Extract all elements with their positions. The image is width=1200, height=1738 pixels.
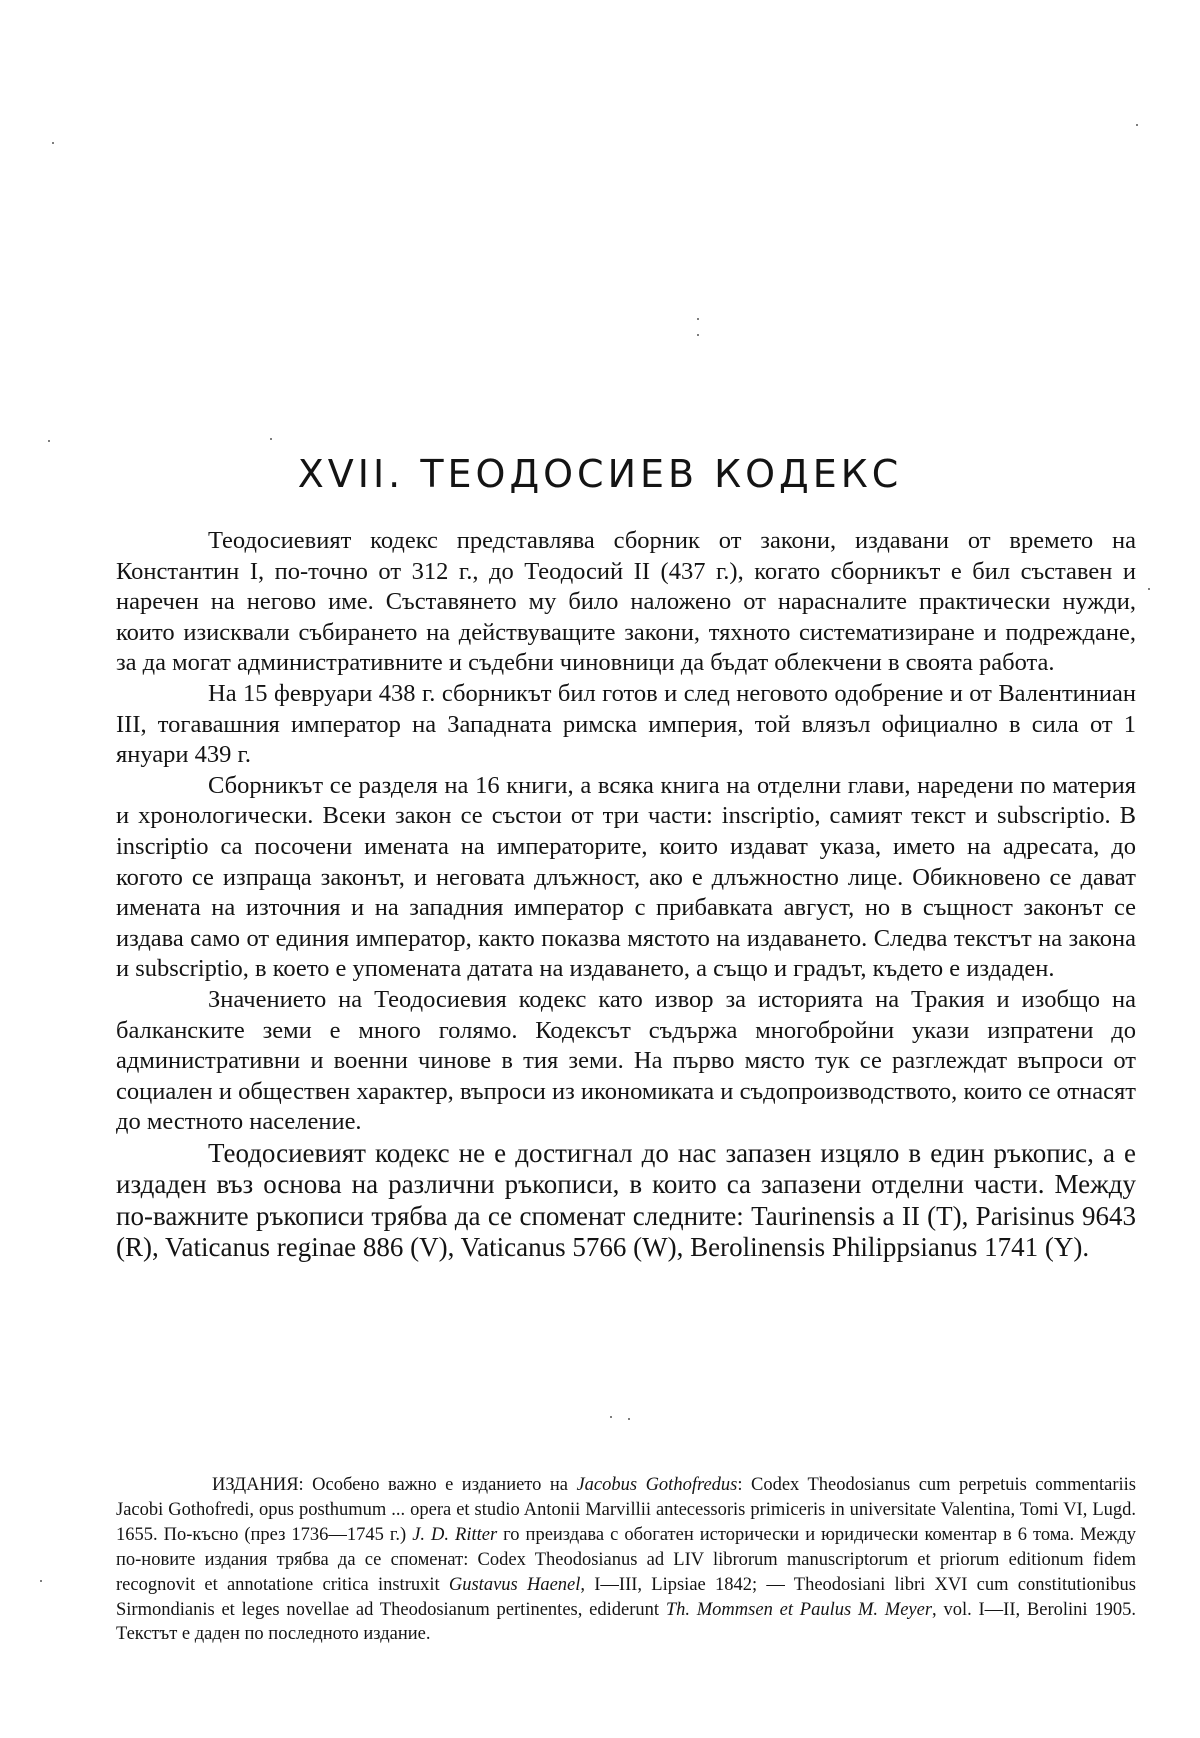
editions-author: Gustavus Haenel bbox=[448, 1574, 581, 1595]
editions-author: Jacobus Gothofredus bbox=[576, 1475, 738, 1495]
editions-author: J. D. Ritter bbox=[412, 1524, 498, 1545]
scan-speck bbox=[628, 1418, 630, 1420]
body-text bbox=[116, 526, 1136, 1264]
scan-speck bbox=[697, 318, 699, 320]
paragraph: Значението на Теодосиевия кодекс като извор за историята на Тракия и изобщо на балканските земи е много голямо. Кодексът съдържа многобройни укази изпратени до административни и военни чинове в тия земи. На първо място тук се разглеждат въпроси от социален и обществен характер, въпроси из икономиката и съдопроизводството, които се отнасят до местното население. bbox=[116, 985, 1136, 1136]
editions-text: : Особено важно е изданието на bbox=[298, 1475, 577, 1495]
editions-text: : Codex Theodosianus cum perpetuis commentariis Jacobi Gothofredi, opus posthumum ... opera et studio Antonii Marvillii antecessoris primiceris in universitate Valentina, Tomi VI, Lugd. 1655. По-късно (през 1736—1745 г.) bbox=[116, 1475, 1136, 1545]
editions-note bbox=[116, 1473, 1136, 1647]
scan-speck bbox=[40, 1580, 42, 1582]
editions-text: , vol. I—II, Berolini 1905. Текстът е даден по последното издание. bbox=[116, 1599, 1136, 1645]
scan-speck bbox=[610, 1416, 612, 1418]
scan-speck bbox=[48, 440, 50, 442]
chapter-title: XVII. ТЕОДОСИЕВ КОДЕКС bbox=[297, 452, 903, 496]
scan-speck bbox=[52, 142, 54, 144]
scan-speck bbox=[270, 438, 272, 440]
scan-speck bbox=[1148, 588, 1150, 590]
scan-speck bbox=[697, 334, 699, 336]
editions-text: , I—III, Lipsiae 1842; — Theodosiani libri XVI cum constitutionibus Sirmondianis et leges novellae ad Theodosianum pertinentes, ediderunt bbox=[116, 1574, 1136, 1620]
paragraph: Теодосиевият кодекс представлява сборник от закони, издавани от времето на Константин I, по-точно от 312 г., до Теодосий II (437 г.), когато сборникът е бил съставен и наречен на негово име. Съставянето му било наложено от нарасналите практически нужди, които изисквали събирането на действуващите закони, тяхното систематизиране и подреждане, за да могат административните и съдебни чиновници да бъдат облекчени в своята работа. bbox=[116, 527, 1136, 677]
scan-speck bbox=[1136, 124, 1138, 126]
editions-text: го преиздава с обогатен исторически и юридически коментар в 6 тома. Между по-новите издания трябва да се споменат: Codex Theodosianus ad LIV librorum manuscriptorum et priorum editionum fidem recognovit et annotatione critica instruxit bbox=[116, 1524, 1137, 1595]
editions-author: Th. Mommsen et Paulus M. Meyer bbox=[665, 1599, 933, 1620]
paragraph: Сборникът се разделя на 16 книги, а всяка книга на отделни глави, наредени по материя и хронологически. Всеки закон се състои от три части: inscriptio, самият текст и subscriptio. В inscriptio са посочени имената на императорите, които издават указа, името на адресата, до когото се изпраща законът, и неговата длъжност, ако е длъжностно лице. Обикновено се дават имената на източния и на западния император с прибавката август, но в същност законът се издава само от единия император, както показва мястото на издаването. Следва текстът на закона и subscriptio, в което е упомената датата на издаването, а също и градът, където е издаден. bbox=[116, 771, 1136, 983]
paragraph: На 15 февруари 438 г. сборникът бил готов и след неговото одобрение и от Валентиниан III, тогавашния император на Западната римска империя, той влязъл официално в сила от 1 януари 439 г. bbox=[116, 679, 1136, 769]
editions-label: ИЗДАНИЯ bbox=[212, 1475, 299, 1495]
paragraph: Теодосиевият кодекс не е достигнал до нас запазен изцяло в един ръкопис, а е издаден въз основа на различни ръкописи, в които са запазени отделни части. Между по-важните ръкописи трябва да се споменат следните: Taurinensis a II (T), Parisinus 9643 (R), Vaticanus reginae 886 (V), Vaticanus 5766 (W), Berolinensis Philippsianus 1741 (Y). bbox=[116, 1137, 1136, 1263]
